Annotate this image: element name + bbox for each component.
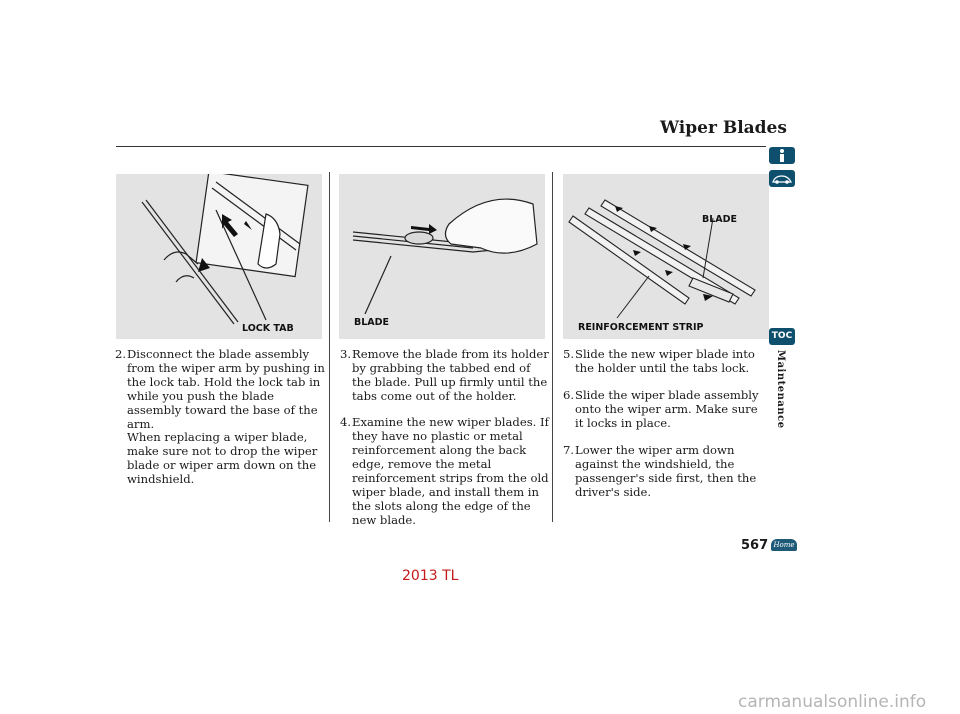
blade-removal-illustration [339,174,545,339]
figure-lock-tab [116,174,322,339]
step-text: Disconnect the blade assembly from the wiper arm by pushing in the lock tab. Hold the lock tab in while you push the blade assembly toward the base of the arm. [127,347,325,431]
step-number: 4. [340,415,352,429]
step-7 [563,443,768,499]
figure-caption-lock-tab: LOCK TAB [242,323,294,334]
step-number: 5. [563,347,575,361]
step-text: Slide the new wiper blade into the holder until the tabs lock. [575,347,755,375]
step-6 [563,388,768,430]
step-text: Remove the blade from its holder by grabbing the tabbed end of the blade. Pull up firmly until the tabs come out of the holder. [352,347,549,403]
step-number: 7. [563,443,575,457]
reinforcement-strip-illustration [563,174,769,339]
figure-caption-blade: BLADE [354,317,390,328]
figure-caption-blade-top: BLADE [702,214,738,225]
step-3 [340,347,550,403]
vehicle-index-button[interactable] [769,170,795,187]
info-icon [769,147,795,164]
figure-reinforcement-strip [563,174,769,339]
header-rule [116,146,766,147]
step-number: 3. [340,347,352,361]
page-number: 567 [741,538,769,553]
info-button[interactable] [769,147,795,164]
step-number: 2. [115,347,127,361]
step-2 [115,347,325,431]
step-text: Lower the wiper arm down against the windshield, the passenger's side first, then the driver's side. [575,443,757,499]
car-icon [769,170,795,187]
step-4 [340,415,550,527]
figure-caption-reinforcement-strip: REINFORCEMENT STRIP [578,322,704,333]
watermark: carmanualsonline.info [738,692,927,712]
figure-blade [339,174,545,339]
step-5 [563,347,768,375]
step-2-note: When replacing a wiper blade, make sure not to drop the wiper blade or wiper arm down on the windshield. [127,430,318,486]
page-title: Wiper Blades [660,118,787,138]
wiper-arm-illustration [116,174,322,339]
section-label: Maintenance [775,350,786,429]
step-number: 6. [563,388,575,402]
home-button[interactable]: Home [771,539,797,551]
step-text: Slide the wiper blade assembly onto the wiper arm. Make sure it locks in place. [575,388,759,430]
step-text: Examine the new wiper blades. If they have no plastic or metal reinforcement along the back edge, remove the metal reinforcement strips from the old wiper blade, and install them in the slots along the edge of the new blade. [352,415,549,527]
column-divider [329,172,330,522]
toc-button[interactable]: TOC [769,328,795,345]
column-divider [552,172,553,522]
model-label: 2013 TL [402,568,459,584]
